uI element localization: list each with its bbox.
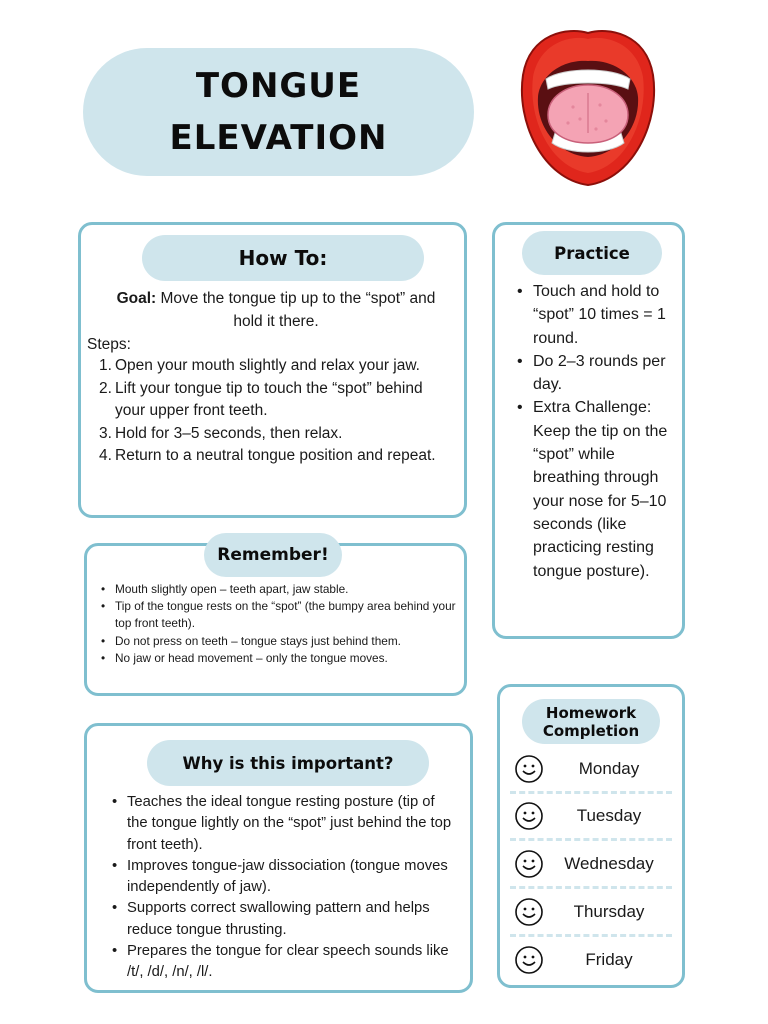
goal-label: Goal: <box>116 290 157 307</box>
page-title: TONGUE ELEVATION <box>169 66 388 158</box>
dashed-divider <box>510 886 672 889</box>
homework-completion-card <box>497 684 685 988</box>
day-label: Monday <box>578 759 640 778</box>
dashed-divider <box>510 934 672 937</box>
steps-list <box>99 355 449 468</box>
goal-description: Move the tongue tip up to the “spot” and hold it there. <box>160 290 436 330</box>
how-to-card <box>78 222 467 518</box>
day-row-thursday[interactable] <box>514 895 674 929</box>
smiley-icon <box>514 849 544 879</box>
smiley-icon <box>514 754 544 784</box>
step-item: 2. Lift your tongue tip to touch the “spot” behind your upper front teeth. <box>99 379 423 419</box>
practice-heading: Practice <box>522 231 662 275</box>
why-item: • Supports correct swallowing pattern and helps reduce tongue thrusting. <box>107 898 457 941</box>
smiley-icon <box>514 897 544 927</box>
remember-card <box>84 543 467 696</box>
day-label: Thursday <box>573 902 645 921</box>
why-item: • Prepares the tongue for clear speech sounds like /t/, /d/, /n/, /l/. <box>107 941 457 984</box>
smiley-icon <box>514 801 544 831</box>
remember-item: • Tip of the tongue rests on the “spot” (the bumpy area behind your top front teeth). <box>97 598 457 632</box>
day-label: Tuesday <box>576 806 642 825</box>
remember-item: • Mouth slightly open – teeth apart, jaw stable. <box>97 581 457 598</box>
open-mouth-icon <box>518 27 658 187</box>
remember-item: • Do not press on teeth – tongue stays just behind them. <box>97 633 457 650</box>
homework-heading: Homework Completion <box>522 699 660 744</box>
dashed-divider <box>510 791 672 794</box>
practice-list <box>515 280 675 583</box>
practice-item: • Touch and hold to “spot” 10 times = 1 round. <box>515 280 675 350</box>
why-list <box>107 792 457 984</box>
practice-item: • Extra Challenge: Keep the tip on the “spot” while breathing through your nose for 5–10 seconds (like practicing resting tongue posture). <box>515 396 675 582</box>
why-item: • Improves tongue-jaw dissociation (tongue moves independently of jaw). <box>107 856 457 899</box>
day-label: Wednesday <box>564 854 654 873</box>
dashed-divider <box>510 838 672 841</box>
practice-item: • Do 2–3 rounds per day. <box>515 350 675 397</box>
day-label: Friday <box>585 950 633 969</box>
why-important-card <box>84 723 473 993</box>
smiley-icon <box>514 945 544 975</box>
step-item: 1. Open your mouth slightly and relax your jaw. <box>99 357 420 374</box>
how-to-heading: How To: <box>142 235 424 281</box>
day-row-wednesday[interactable] <box>514 847 674 881</box>
practice-card <box>492 222 685 639</box>
goal-text <box>101 287 451 333</box>
title-banner <box>83 48 474 176</box>
step-item: 4. Return to a neutral tongue position and repeat. <box>99 447 436 464</box>
why-heading: Why is this important? <box>147 740 429 786</box>
steps-label: Steps: <box>87 336 131 353</box>
day-row-monday[interactable] <box>514 752 674 786</box>
why-item: • Teaches the ideal tongue resting posture (tip of the tongue lightly on the “spot” just behind the top front teeth). <box>107 792 457 856</box>
step-item: 3. Hold for 3–5 seconds, then relax. <box>99 424 343 442</box>
remember-heading: Remember! <box>204 533 342 577</box>
day-row-friday[interactable] <box>514 943 674 977</box>
day-row-tuesday[interactable] <box>514 799 674 833</box>
remember-list <box>97 581 457 667</box>
remember-item: • No jaw or head movement – only the tongue moves. <box>97 650 457 667</box>
